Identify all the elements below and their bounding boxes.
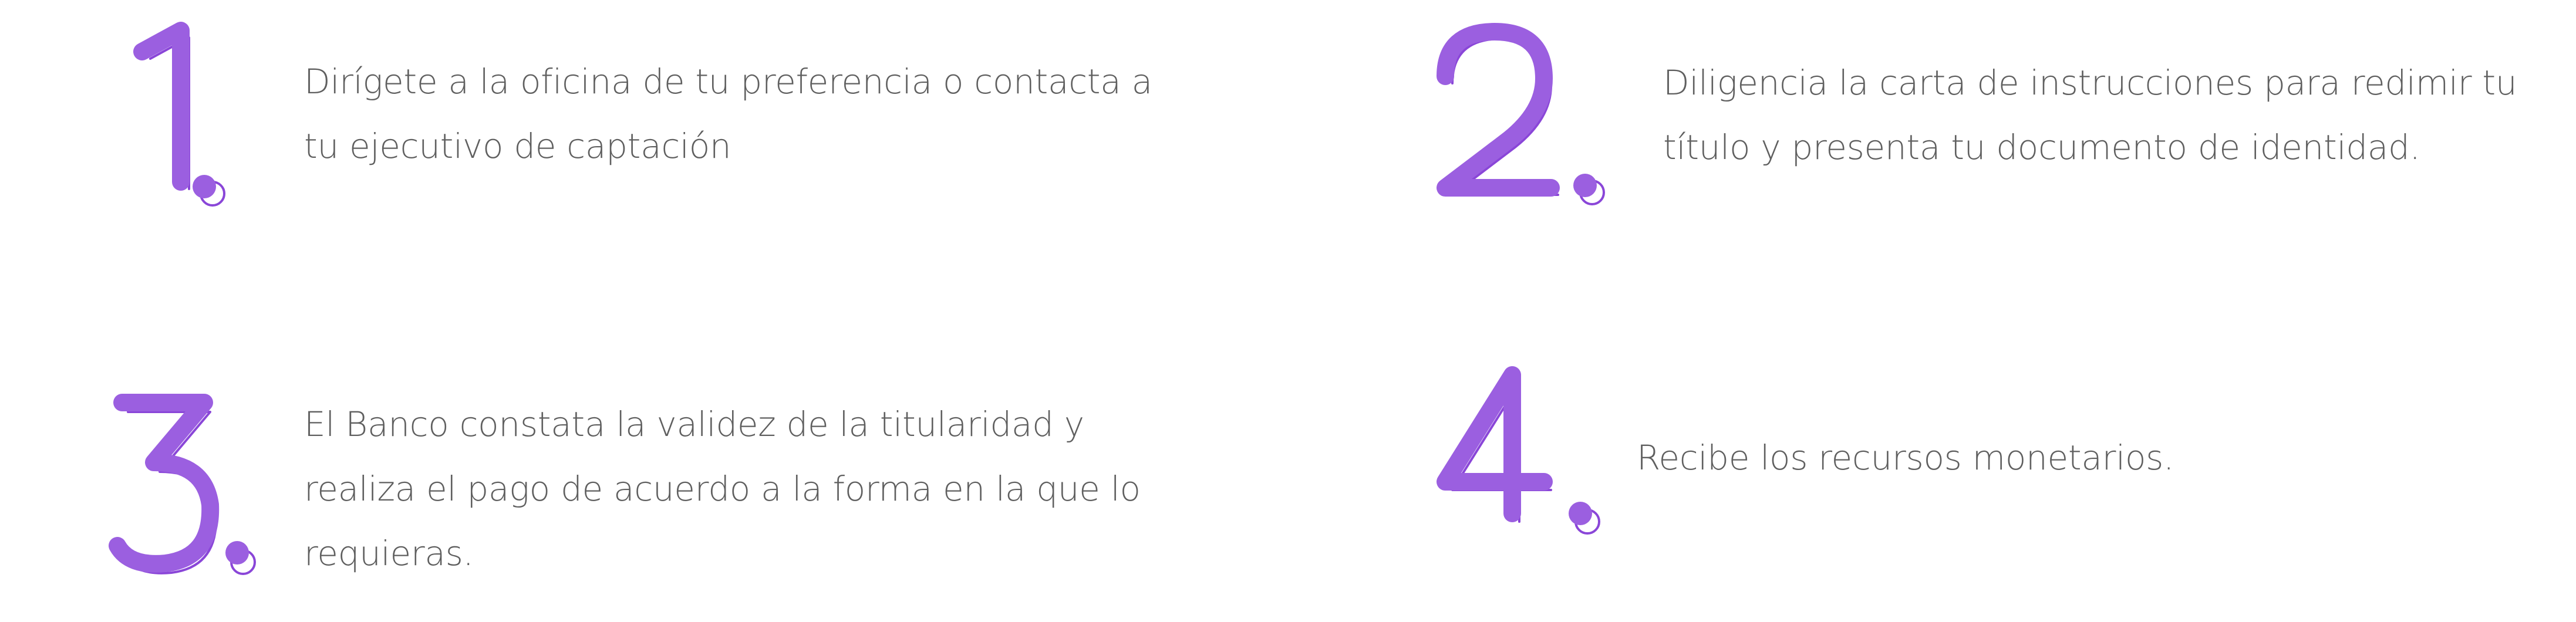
step-2 <box>1350 0 2576 235</box>
step-1-text: Dirígete a la oficina de tu preferencia o contacta a tu ejecutivo de captación <box>304 62 1152 166</box>
step-4-text: Recibe los recursos monetarios. <box>1637 438 2174 478</box>
step-1 <box>0 0 1262 235</box>
step-3-text: El Banco constata la validez de la titularidad y realiza el pago de acuerdo a la forma en la que lo requieras. <box>304 404 1141 573</box>
step-2-number-icon <box>1421 18 1609 217</box>
step-3-number-icon <box>100 387 264 622</box>
step-3 <box>0 340 1262 613</box>
step-2-text: Diligencia la carta de instrucciones para redimir tu título y presenta tu documento de identidad. <box>1663 63 2517 167</box>
step-4 <box>1350 340 2576 613</box>
step-1-number-icon <box>117 18 258 217</box>
step-4-number-icon <box>1421 361 1609 560</box>
